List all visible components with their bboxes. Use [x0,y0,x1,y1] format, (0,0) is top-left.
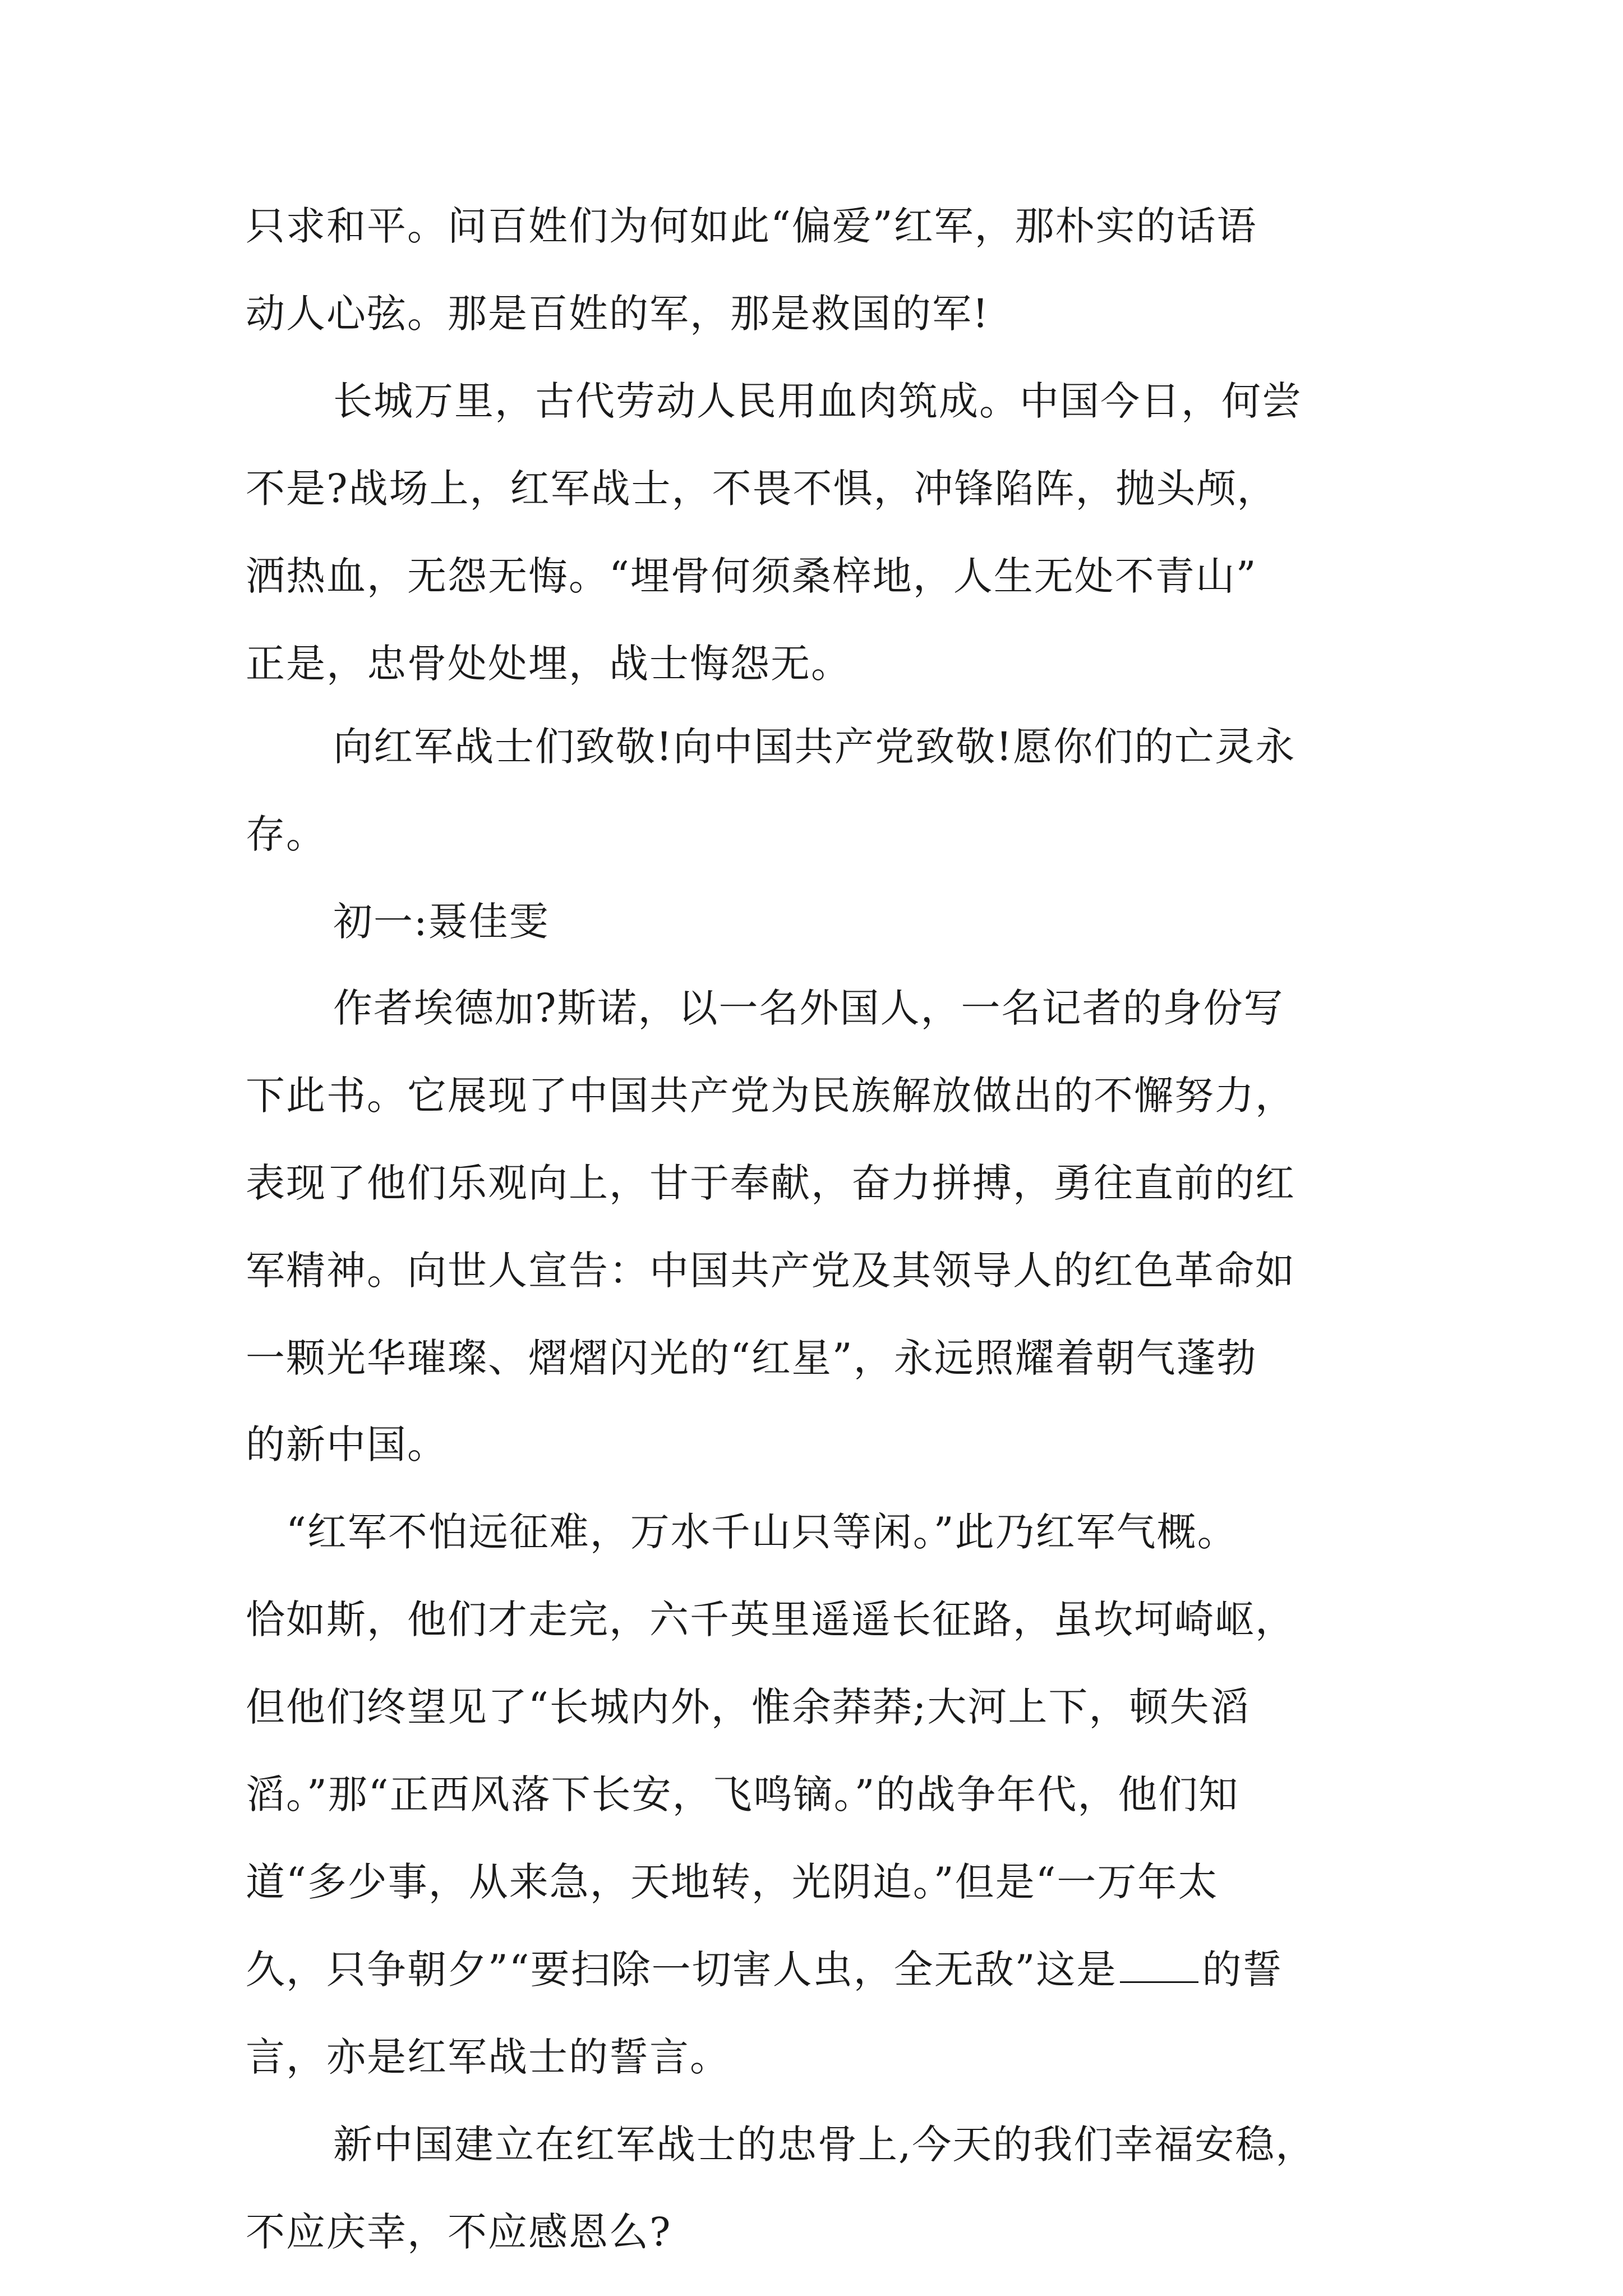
text-line: 恰如斯，他们才走完，六千英里遥遥长征路，虽坎坷崎岖， [246,1596,1295,1642]
text-line: 但他们终望见了“长城内外，惟余莽莽;大河上下，顿失滔 [246,1684,1251,1730]
text-line: 一颗光华璀璨、熠熠闪光的“红星”，永远照耀着朝气蓬勃 [246,1335,1257,1381]
text-line: 动人心弦。那是百姓的军，那是救国的军! [246,291,990,337]
text-segment: 久，只争朝夕”“要扫除一切害人虫，全无敌”这是 [246,1947,1117,1993]
text-line: 存。 [246,811,326,857]
text-segment: 的誓 [1202,1947,1283,1993]
text-line-with-blank [246,1939,1283,2000]
text-line: 滔。”那“正西风落下长安，飞鸣镝。”的战争年代，他们知 [246,1772,1239,1818]
text-line: 不应庆幸，不应感恩么? [246,2209,672,2255]
text-line: “红军不怕远征难，万水千山只等闲。”此乃红军气概。 [286,1509,1238,1555]
text-line: 道“多少事，从来急，天地转，光阴迫。”但是“一万年太 [246,1859,1219,1905]
text-line: 正是，忠骨处处埋，战士悔怨无。 [246,641,851,687]
text-line: 洒热血，无怨无悔。“埋骨何须桑梓地，人生无处不青山” [246,553,1257,599]
text-line: 向红军战士们致敬!向中国共产党致敬!愿你们的亡灵永 [333,724,1296,770]
text-line: 表现了他们乐观向上，甘于奉献，奋力拼搏，勇往直前的红 [246,1160,1295,1206]
fill-in-blank [1120,1944,1198,1983]
text-line: 只求和平。问百姓们为何如此“偏爱”红军，那朴实的话语 [246,203,1257,249]
text-line: 新中国建立在红军战士的忠骨上,今天的我们幸福安稳， [333,2122,1316,2168]
text-line: 作者埃德加?斯诺，以一名外国人，一名记者的身份写 [333,985,1284,1031]
text-line: 言，亦是红军战士的誓言。 [246,2034,730,2080]
text-line: 下此书。它展现了中国共产党为民族解放做出的不懈努力， [246,1073,1295,1119]
text-line: 军精神。向世人宣告：中国共产党及其领导人的红色革命如 [246,1248,1295,1294]
text-line: 不是?战场上，红军战士，不畏不惧，冲锋陷阵，抛头颅， [246,466,1278,512]
author-line: 初一:聂佳雯 [333,899,550,945]
text-line: 长城万里，古代劳动人民用血肉筑成。中国今日，何尝 [333,378,1302,424]
text-line: 的新中国。 [246,1421,448,1467]
